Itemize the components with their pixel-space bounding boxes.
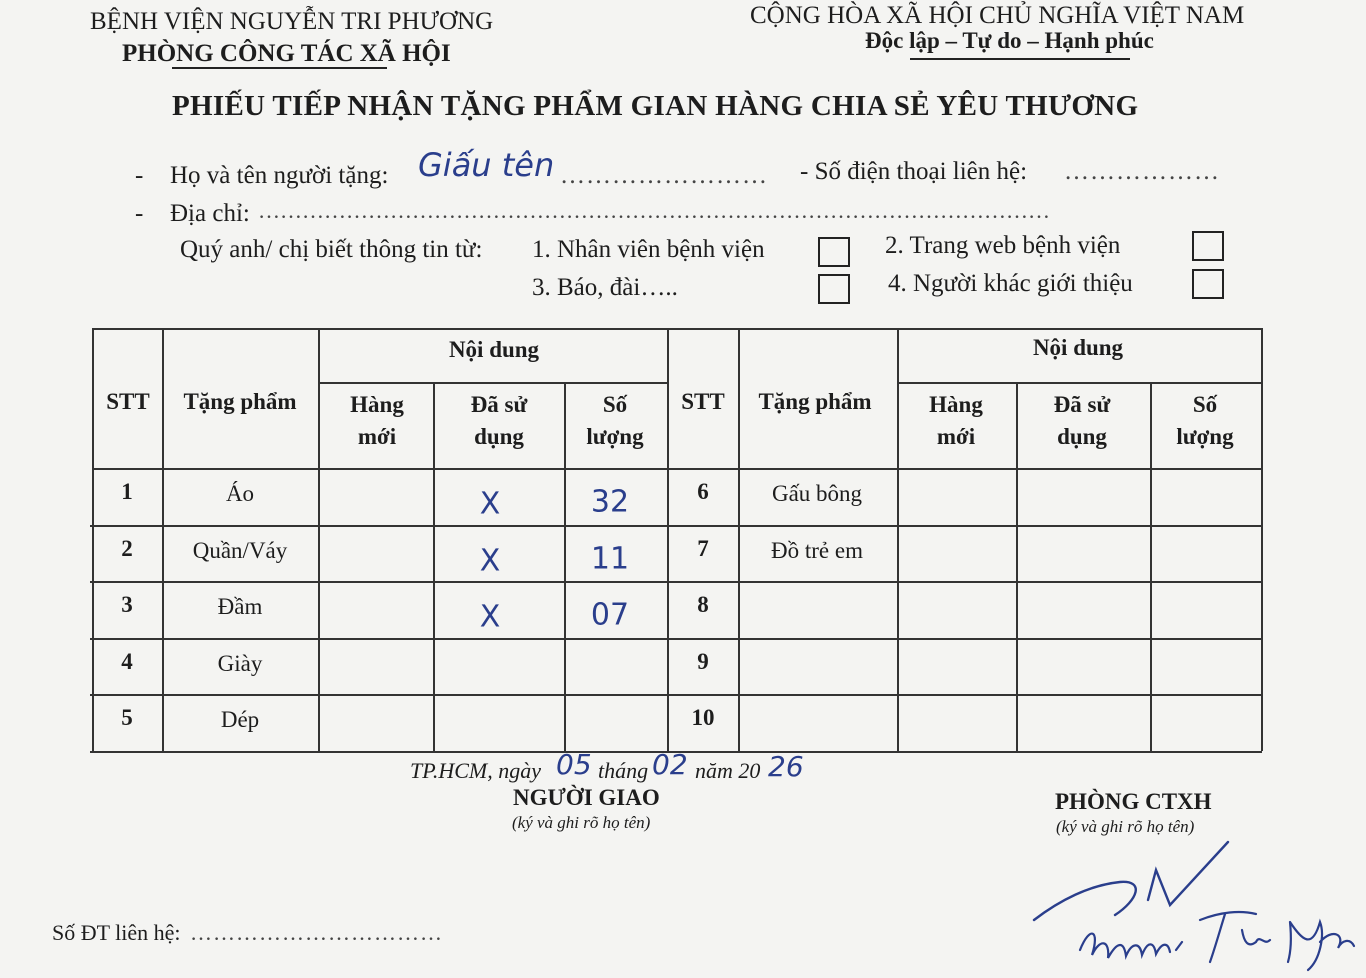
- row-stt: 2: [121, 535, 133, 561]
- table-rule: [1261, 328, 1263, 751]
- row-stt: 9: [697, 648, 709, 674]
- giver-title: NGƯỜI GIAO: [513, 785, 660, 810]
- signature: [1020, 830, 1360, 975]
- header-new-2: mới: [357, 424, 397, 449]
- bullet: -: [135, 200, 144, 227]
- header-qty-1-right: Số: [1192, 392, 1218, 417]
- header-new-2-right: mới: [936, 424, 976, 449]
- source-press-checkbox[interactable]: [818, 274, 850, 304]
- source-option-staff: 1. Nhân viên bệnh viện: [532, 236, 765, 263]
- donor-name-dots: ……………………: [560, 162, 768, 189]
- table-rule: [90, 525, 1262, 527]
- donor-name-value[interactable]: Giấu tên: [418, 146, 555, 184]
- row-used: X: [479, 599, 501, 635]
- table-rule: [433, 382, 435, 751]
- row-stt: 10: [691, 705, 715, 731]
- header-used-1: Đã sử: [470, 392, 528, 417]
- table-rule: [897, 382, 1262, 384]
- dept-note: (ký và ghi rõ họ tên): [1056, 817, 1195, 836]
- row-item: Dép: [220, 707, 260, 733]
- table-rule: [318, 382, 667, 384]
- table-rule: [564, 382, 566, 751]
- header-qty-2-right: lượng: [1176, 424, 1234, 449]
- table-rule: [92, 328, 1262, 330]
- table-rule: [90, 694, 1262, 696]
- row-item: Giày: [217, 650, 263, 676]
- date-month[interactable]: 02: [652, 748, 688, 781]
- row-used: X: [479, 486, 501, 522]
- row-stt: 8: [697, 592, 709, 618]
- phone-label: - Số điện thoại liên hệ:: [800, 158, 1028, 185]
- hospital-name: BỆNH VIỆN NGUYỄN TRI PHƯƠNG: [90, 8, 494, 35]
- motto: Độc lập – Tự do – Hạnh phúc: [865, 28, 1154, 53]
- header-used-2-right: dụng: [1057, 424, 1107, 449]
- header-used-1-right: Đã sử: [1053, 392, 1111, 417]
- header-new-1-right: Hàng: [929, 392, 983, 417]
- row-item: Đồ trẻ em: [771, 537, 863, 563]
- date-day[interactable]: 05: [556, 748, 592, 781]
- source-label: Quý anh/ chị biết thông tin từ:: [180, 236, 483, 263]
- dept-title: PHÒNG CTXH: [1055, 789, 1212, 814]
- row-stt: 1: [121, 479, 133, 505]
- department-underline: [172, 67, 387, 69]
- row-used: X: [479, 543, 501, 579]
- motto-underline: [910, 58, 1130, 60]
- header-item: Tặng phẩm: [183, 389, 297, 414]
- table-rule: [90, 638, 1262, 640]
- source-option-referral: 4. Người khác giới thiệu: [888, 270, 1133, 297]
- table-rule: [92, 328, 94, 751]
- row-qty: 32: [590, 484, 630, 520]
- header-new-1: Hàng: [350, 392, 404, 417]
- header-qty-2: lượng: [586, 424, 644, 449]
- source-referral-checkbox[interactable]: [1192, 269, 1224, 299]
- table-rule: [667, 328, 669, 751]
- row-qty: 07: [590, 597, 630, 633]
- department-name: PHÒNG CÔNG TÁC XÃ HỘI: [122, 40, 451, 67]
- row-item: Đầm: [217, 594, 263, 620]
- contact-phone-dots[interactable]: ……………………………: [190, 920, 443, 945]
- giver-note: (ký và ghi rõ họ tên): [512, 813, 651, 832]
- row-qty: 11: [590, 541, 630, 577]
- month-label: tháng: [598, 758, 649, 783]
- table-rule: [738, 328, 740, 751]
- table-rule: [162, 328, 164, 751]
- table-rule: [1150, 382, 1152, 751]
- header-used-2: dụng: [474, 424, 524, 449]
- table-rule: [897, 328, 899, 751]
- place-date-prefix: TP.HCM, ngày: [410, 758, 541, 783]
- row-item: Gấu bông: [771, 481, 863, 507]
- header-stt-right: STT: [681, 389, 725, 414]
- header-stt: STT: [106, 389, 150, 414]
- table-rule: [92, 468, 1262, 470]
- header-item-right: Tặng phẩm: [758, 389, 872, 414]
- source-option-web: 2. Trang web bệnh viện: [885, 232, 1121, 259]
- date-year-suffix[interactable]: 26: [768, 750, 804, 783]
- row-item: Áo: [225, 481, 255, 507]
- row-stt: 3: [121, 592, 133, 618]
- row-stt: 7: [697, 535, 709, 561]
- row-stt: 6: [697, 479, 709, 505]
- table-rule: [90, 581, 1262, 583]
- donor-name-label: Họ và tên người tặng:: [170, 162, 389, 189]
- phone-dots[interactable]: ………………: [1064, 158, 1220, 185]
- header-content: Nội dung: [448, 337, 540, 362]
- address-dots[interactable]: ………………………………………………………………………………………………: [258, 198, 1050, 223]
- form-title: PHIẾU TIẾP NHẬN TẶNG PHẨM GIAN HÀNG CHIA SẺ YÊU THƯƠNG: [172, 90, 1139, 122]
- source-web-checkbox[interactable]: [1192, 231, 1224, 261]
- header-qty-1: Số: [602, 392, 628, 417]
- address-label: Địa chỉ:: [170, 200, 250, 227]
- row-stt: 5: [121, 705, 133, 731]
- row-stt: 4: [121, 648, 133, 674]
- table-rule: [1016, 382, 1018, 751]
- header-content-right: Nội dung: [1032, 335, 1124, 360]
- nation-name: CỘNG HÒA XÃ HỘI CHỦ NGHĨA VIỆT NAM: [750, 2, 1245, 29]
- bullet: -: [135, 162, 144, 189]
- year-label: năm 20: [695, 758, 761, 783]
- source-option-press: 3. Báo, đài…..: [532, 274, 678, 301]
- source-staff-checkbox[interactable]: [818, 237, 850, 267]
- contact-phone-label: Số ĐT liên hệ:: [52, 920, 181, 945]
- table-rule: [318, 328, 320, 751]
- row-item: Quần/Váy: [192, 537, 288, 563]
